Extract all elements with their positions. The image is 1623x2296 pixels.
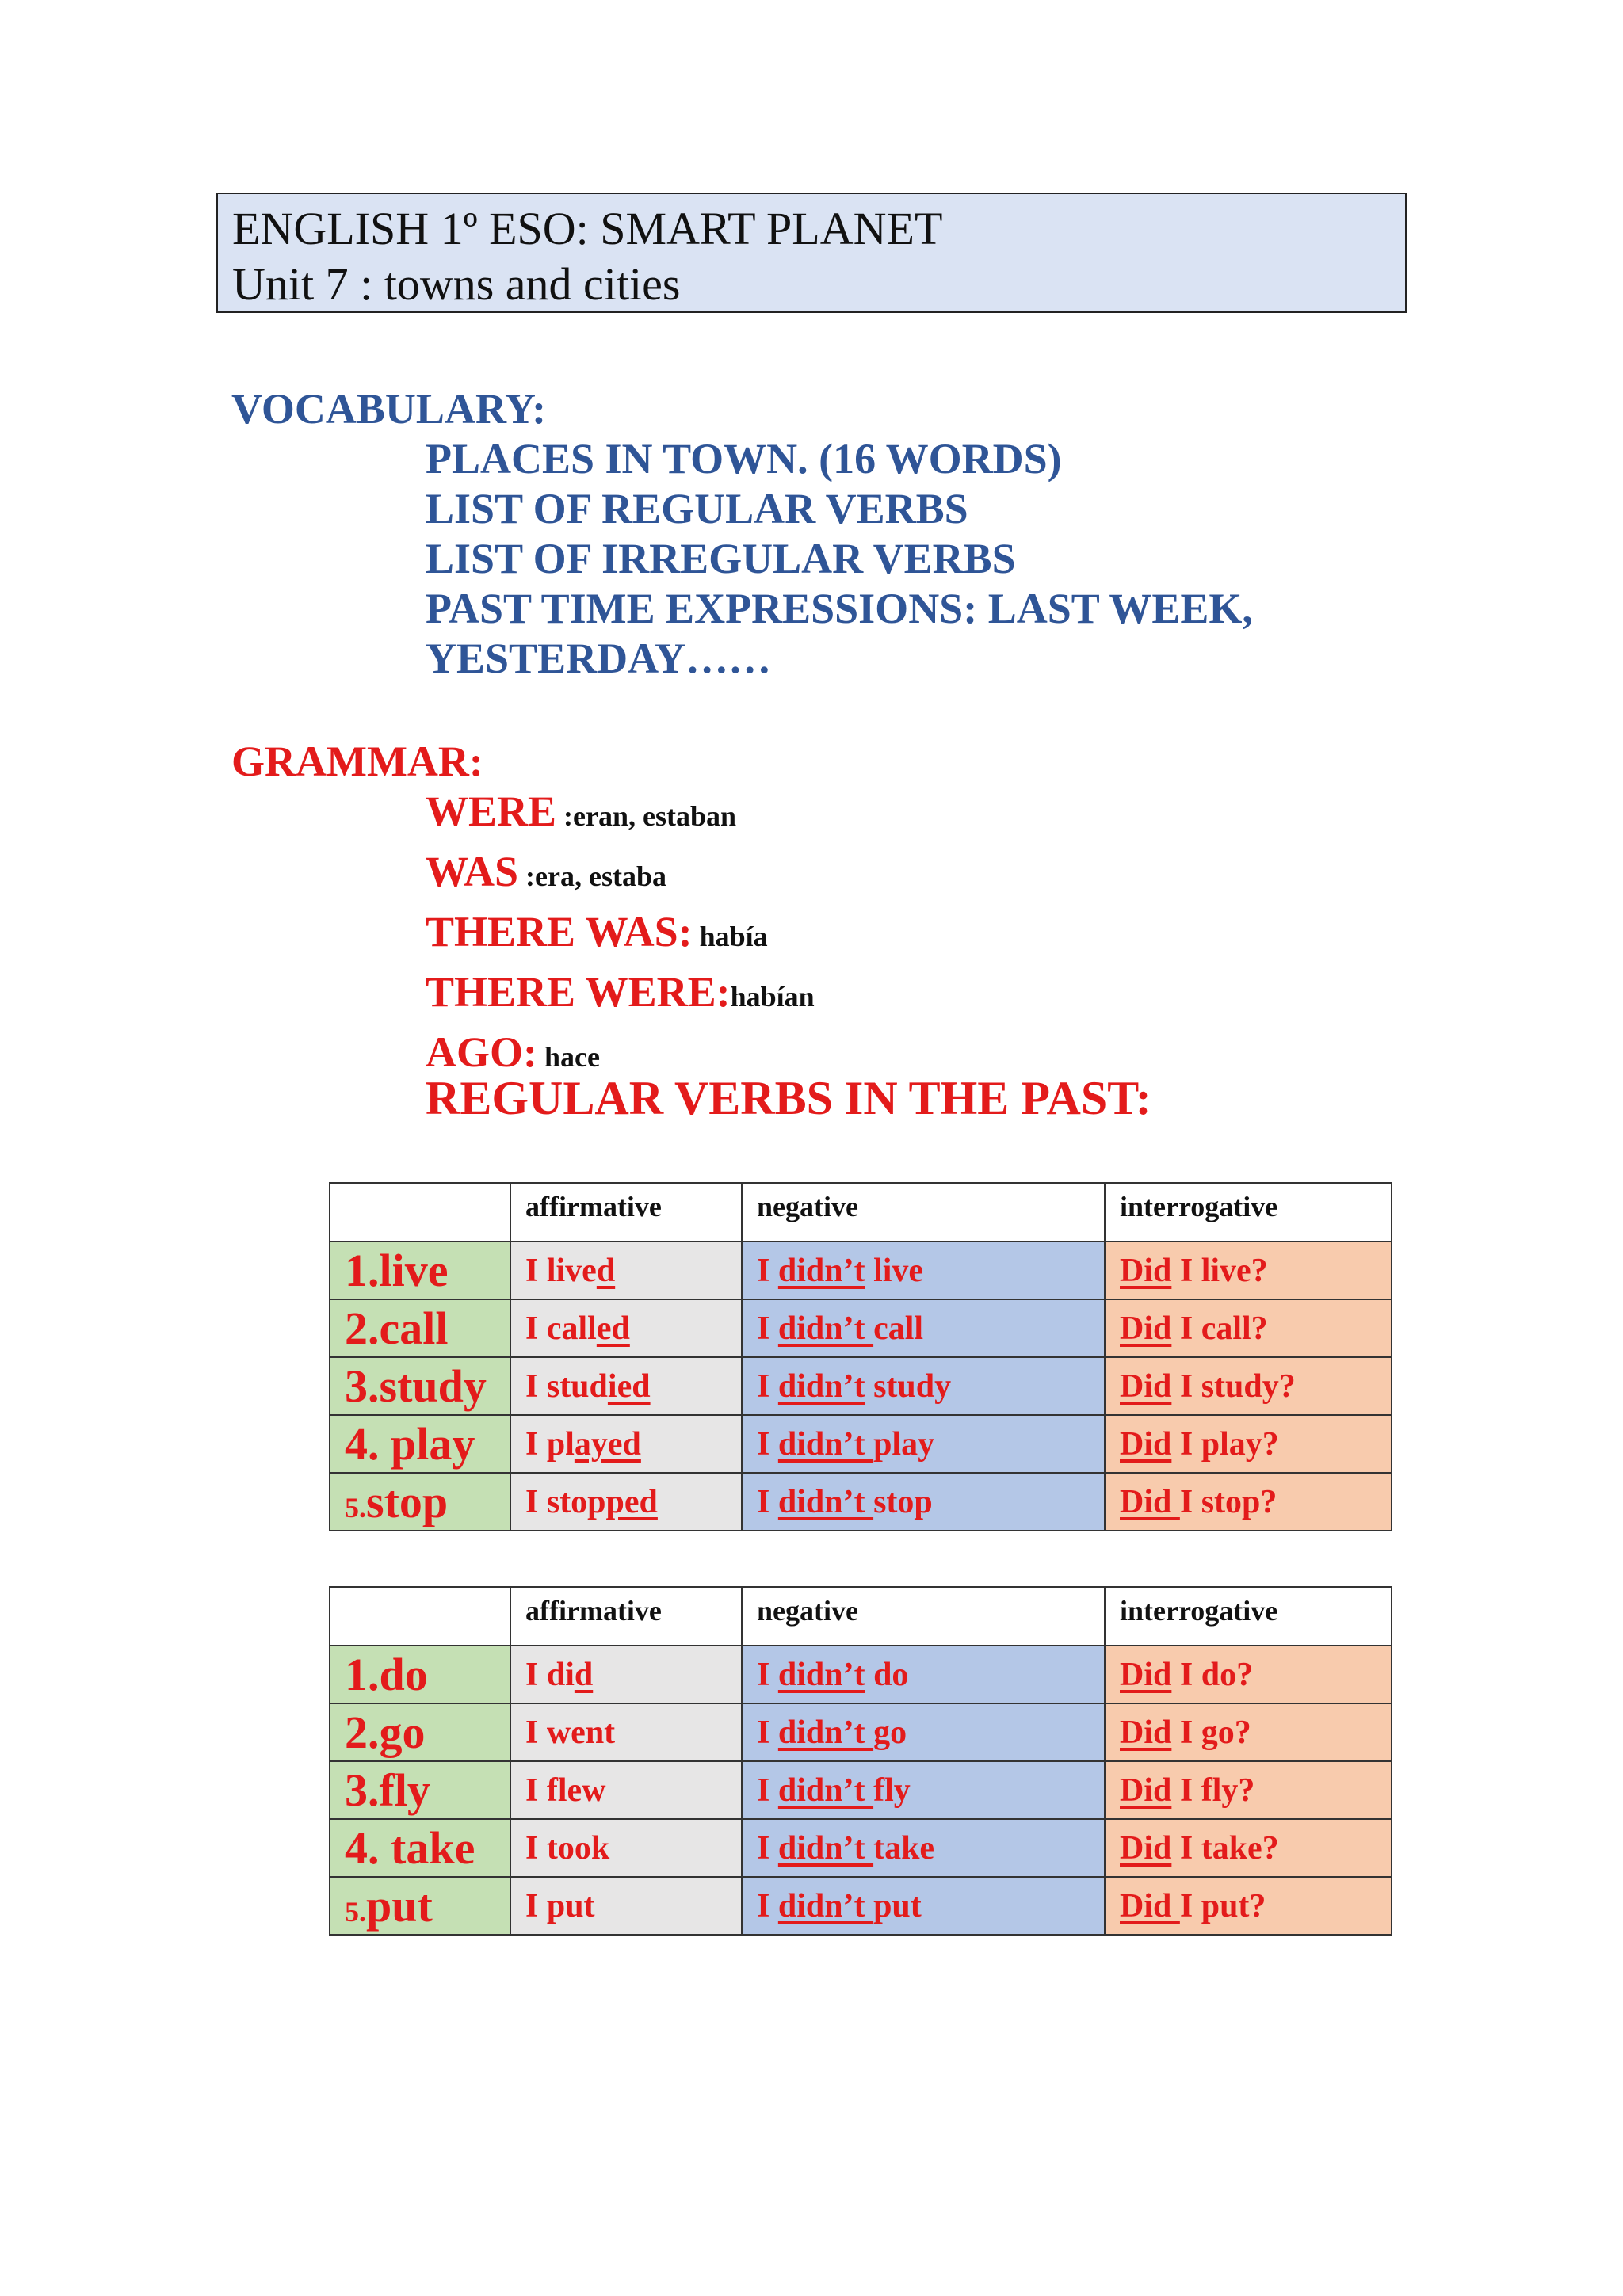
affirmative-stem: I flew	[525, 1772, 606, 1809]
interrogative-cell	[1105, 1761, 1392, 1819]
negative-subject: I	[757, 1887, 778, 1924]
grammar-list	[426, 787, 815, 1088]
interrogative-rest: I play?	[1171, 1425, 1279, 1463]
affirmative-stem: I live	[525, 1252, 597, 1289]
verb-number: 2.	[345, 1707, 380, 1758]
negative-subject: I	[757, 1772, 778, 1809]
interrogative-auxiliary: Did	[1120, 1714, 1172, 1751]
negative-cell	[742, 1415, 1105, 1473]
interrogative-auxiliary: Did	[1120, 1252, 1172, 1289]
affirmative-cell	[510, 1819, 742, 1877]
header-negative: negative	[742, 1183, 1105, 1241]
grammar-term: AGO:	[426, 1028, 537, 1076]
verb-cell	[330, 1299, 510, 1357]
verb-base: play	[391, 1418, 475, 1470]
interrogative-rest: I call?	[1171, 1310, 1268, 1347]
affirmative-stem: I stop	[525, 1483, 606, 1520]
negative-auxiliary: didn’t	[777, 1772, 874, 1809]
affirmative-cell	[510, 1241, 742, 1299]
interrogative-rest: I do?	[1171, 1656, 1254, 1693]
negative-cell	[742, 1241, 1105, 1299]
grammar-term: THERE WAS:	[426, 908, 693, 955]
grammar-item	[426, 787, 815, 847]
verb-base: study	[379, 1360, 487, 1412]
verb-number: 5.	[345, 1896, 366, 1928]
interrogative-auxiliary: Did	[1120, 1310, 1172, 1347]
verb-number: 3.	[345, 1764, 380, 1816]
affirmative-ending: ped	[605, 1483, 658, 1520]
affirmative-cell	[510, 1646, 742, 1703]
title-line-2: Unit 7 : towns and cities	[232, 258, 681, 310]
verb-cell	[330, 1241, 510, 1299]
negative-cell	[742, 1299, 1105, 1357]
affirmative-ending: ied	[607, 1367, 651, 1405]
interrogative-cell	[1105, 1473, 1392, 1531]
negative-auxiliary: didn’t	[777, 1656, 865, 1693]
table-row	[330, 1877, 1392, 1935]
negative-auxiliary: didn’t	[777, 1310, 874, 1347]
verb-base: go	[379, 1707, 426, 1758]
verb-cell	[330, 1357, 510, 1415]
grammar-item	[426, 967, 815, 1028]
verb-number: 1.	[345, 1245, 380, 1296]
verb-cell	[330, 1473, 510, 1531]
affirmative-stem: I put	[525, 1887, 595, 1924]
affirmative-ending: ed	[596, 1310, 630, 1347]
affirmative-cell	[510, 1703, 742, 1761]
affirmative-ending: ayed	[574, 1425, 641, 1463]
negative-cell	[742, 1357, 1105, 1415]
verb-base: take	[391, 1822, 475, 1874]
affirmative-cell	[510, 1357, 742, 1415]
negative-verb: live	[865, 1252, 924, 1289]
grammar-translation: :eran, estaban	[556, 800, 737, 832]
table-row	[330, 1241, 1392, 1299]
negative-verb: play	[873, 1425, 935, 1463]
table-row	[330, 1761, 1392, 1819]
irregular-verbs-table	[329, 1586, 1392, 1936]
interrogative-rest: I go?	[1171, 1714, 1251, 1751]
interrogative-rest: I stop?	[1179, 1483, 1277, 1520]
table-row	[330, 1415, 1392, 1473]
interrogative-auxiliary: Did	[1120, 1772, 1172, 1809]
header-empty-cell	[330, 1587, 510, 1646]
table-row	[330, 1473, 1392, 1531]
vocabulary-list	[426, 434, 1253, 684]
interrogative-auxiliary: Did	[1120, 1829, 1172, 1867]
table-row	[330, 1357, 1392, 1415]
regular-verbs-body	[330, 1183, 1392, 1531]
negative-cell	[742, 1646, 1105, 1703]
affirmative-ending: d	[596, 1252, 616, 1289]
negative-auxiliary: didn’t	[777, 1425, 874, 1463]
title-box	[216, 193, 1407, 313]
table-header-row	[330, 1183, 1392, 1241]
verb-cell	[330, 1761, 510, 1819]
grammar-item	[426, 907, 815, 967]
affirmative-stem: I di	[525, 1656, 575, 1693]
regular-verbs-heading: REGULAR VERBS IN THE PAST:	[426, 1072, 1151, 1124]
verb-cell	[330, 1819, 510, 1877]
affirmative-cell	[510, 1473, 742, 1531]
table-row	[330, 1646, 1392, 1703]
negative-subject: I	[757, 1656, 778, 1693]
negative-verb: take	[873, 1829, 935, 1867]
interrogative-rest: I live?	[1171, 1252, 1268, 1289]
vocabulary-item: PAST TIME EXPRESSIONS: LAST WEEK,	[426, 585, 1253, 632]
affirmative-cell	[510, 1415, 742, 1473]
grammar-term: THERE WERE:	[426, 968, 731, 1016]
negative-verb: do	[865, 1656, 909, 1693]
interrogative-auxiliary: Did	[1120, 1656, 1172, 1693]
interrogative-cell	[1105, 1357, 1392, 1415]
negative-auxiliary: didn’t	[777, 1367, 865, 1405]
interrogative-auxiliary: Did	[1120, 1887, 1180, 1924]
header-interrogative: interrogative	[1105, 1587, 1392, 1646]
grammar-heading: GRAMMAR:	[231, 738, 483, 785]
header-interrogative: interrogative	[1105, 1183, 1392, 1241]
table-row	[330, 1703, 1392, 1761]
verb-base: live	[379, 1245, 449, 1296]
grammar-term: WAS	[426, 848, 519, 895]
negative-cell	[742, 1761, 1105, 1819]
affirmative-ending: d	[574, 1656, 594, 1693]
vocabulary-item: YESTERDAY……	[426, 635, 772, 682]
negative-subject: I	[757, 1425, 778, 1463]
negative-subject: I	[757, 1252, 778, 1289]
verb-base: stop	[366, 1476, 449, 1527]
negative-verb: go	[873, 1714, 907, 1751]
interrogative-cell	[1105, 1241, 1392, 1299]
header-affirmative: affirmative	[510, 1587, 742, 1646]
verb-base: call	[379, 1302, 449, 1354]
affirmative-stem: I stud	[525, 1367, 608, 1405]
negative-cell	[742, 1473, 1105, 1531]
interrogative-cell	[1105, 1819, 1392, 1877]
verb-number: 5.	[345, 1492, 366, 1524]
negative-auxiliary: didn’t	[777, 1483, 874, 1520]
negative-subject: I	[757, 1829, 778, 1867]
interrogative-cell	[1105, 1877, 1392, 1935]
verb-number: 4.	[345, 1822, 391, 1874]
interrogative-cell	[1105, 1703, 1392, 1761]
negative-auxiliary: didn’t	[777, 1887, 874, 1924]
title-line-1: ENGLISH 1º ESO: SMART PLANET	[232, 203, 943, 254]
verb-cell	[330, 1877, 510, 1935]
negative-auxiliary: didn’t	[777, 1714, 874, 1751]
negative-cell	[742, 1819, 1105, 1877]
grammar-translation: habían	[730, 981, 815, 1013]
vocabulary-item: LIST OF IRREGULAR VERBS	[426, 535, 1016, 582]
negative-verb: fly	[873, 1772, 911, 1809]
interrogative-auxiliary: Did	[1120, 1483, 1180, 1520]
table-row	[330, 1819, 1392, 1877]
interrogative-rest: I put?	[1179, 1887, 1266, 1924]
negative-verb: study	[865, 1367, 952, 1405]
verb-base: put	[366, 1880, 433, 1932]
header-empty-cell	[330, 1183, 510, 1241]
interrogative-rest: I fly?	[1171, 1772, 1255, 1809]
verb-number: 2.	[345, 1302, 380, 1354]
verb-base: fly	[379, 1764, 430, 1816]
verb-number: 4.	[345, 1418, 391, 1470]
affirmative-stem: I pl	[525, 1425, 575, 1463]
interrogative-cell	[1105, 1299, 1392, 1357]
negative-subject: I	[757, 1483, 778, 1520]
regular-verbs-table	[329, 1182, 1392, 1531]
negative-subject: I	[757, 1310, 778, 1347]
verb-base: do	[379, 1649, 428, 1700]
affirmative-cell	[510, 1299, 742, 1357]
grammar-translation: hace	[537, 1041, 600, 1073]
negative-auxiliary: didn’t	[777, 1829, 874, 1867]
vocabulary-item: LIST OF REGULAR VERBS	[426, 485, 968, 532]
grammar-term: WERE	[426, 788, 557, 835]
verb-number: 3.	[345, 1360, 380, 1412]
negative-subject: I	[757, 1714, 778, 1751]
negative-subject: I	[757, 1367, 778, 1405]
interrogative-auxiliary: Did	[1120, 1425, 1172, 1463]
negative-auxiliary: didn’t	[777, 1252, 865, 1289]
header-affirmative: affirmative	[510, 1183, 742, 1241]
verb-cell	[330, 1415, 510, 1473]
grammar-item	[426, 847, 815, 907]
verb-cell	[330, 1646, 510, 1703]
vocabulary-heading: VOCABULARY:	[231, 385, 547, 433]
header-negative: negative	[742, 1587, 1105, 1646]
interrogative-rest: I study?	[1171, 1367, 1296, 1405]
interrogative-cell	[1105, 1415, 1392, 1473]
table-header-row	[330, 1587, 1392, 1646]
affirmative-stem: I call	[525, 1310, 597, 1347]
negative-verb: put	[873, 1887, 922, 1924]
negative-verb: call	[873, 1310, 924, 1347]
negative-cell	[742, 1703, 1105, 1761]
affirmative-stem: I took	[525, 1829, 610, 1867]
affirmative-stem: I went	[525, 1714, 616, 1751]
interrogative-auxiliary: Did	[1120, 1367, 1172, 1405]
grammar-translation: :era, estaba	[518, 860, 666, 892]
interrogative-cell	[1105, 1646, 1392, 1703]
affirmative-cell	[510, 1761, 742, 1819]
vocabulary-item: PLACES IN TOWN. (16 WORDS)	[426, 435, 1062, 482]
negative-verb: stop	[873, 1483, 933, 1520]
verb-cell	[330, 1703, 510, 1761]
interrogative-rest: I take?	[1171, 1829, 1279, 1867]
affirmative-cell	[510, 1877, 742, 1935]
irregular-verbs-body	[330, 1587, 1392, 1935]
negative-cell	[742, 1877, 1105, 1935]
grammar-translation: había	[692, 921, 768, 952]
table-row	[330, 1299, 1392, 1357]
verb-number: 1.	[345, 1649, 380, 1700]
